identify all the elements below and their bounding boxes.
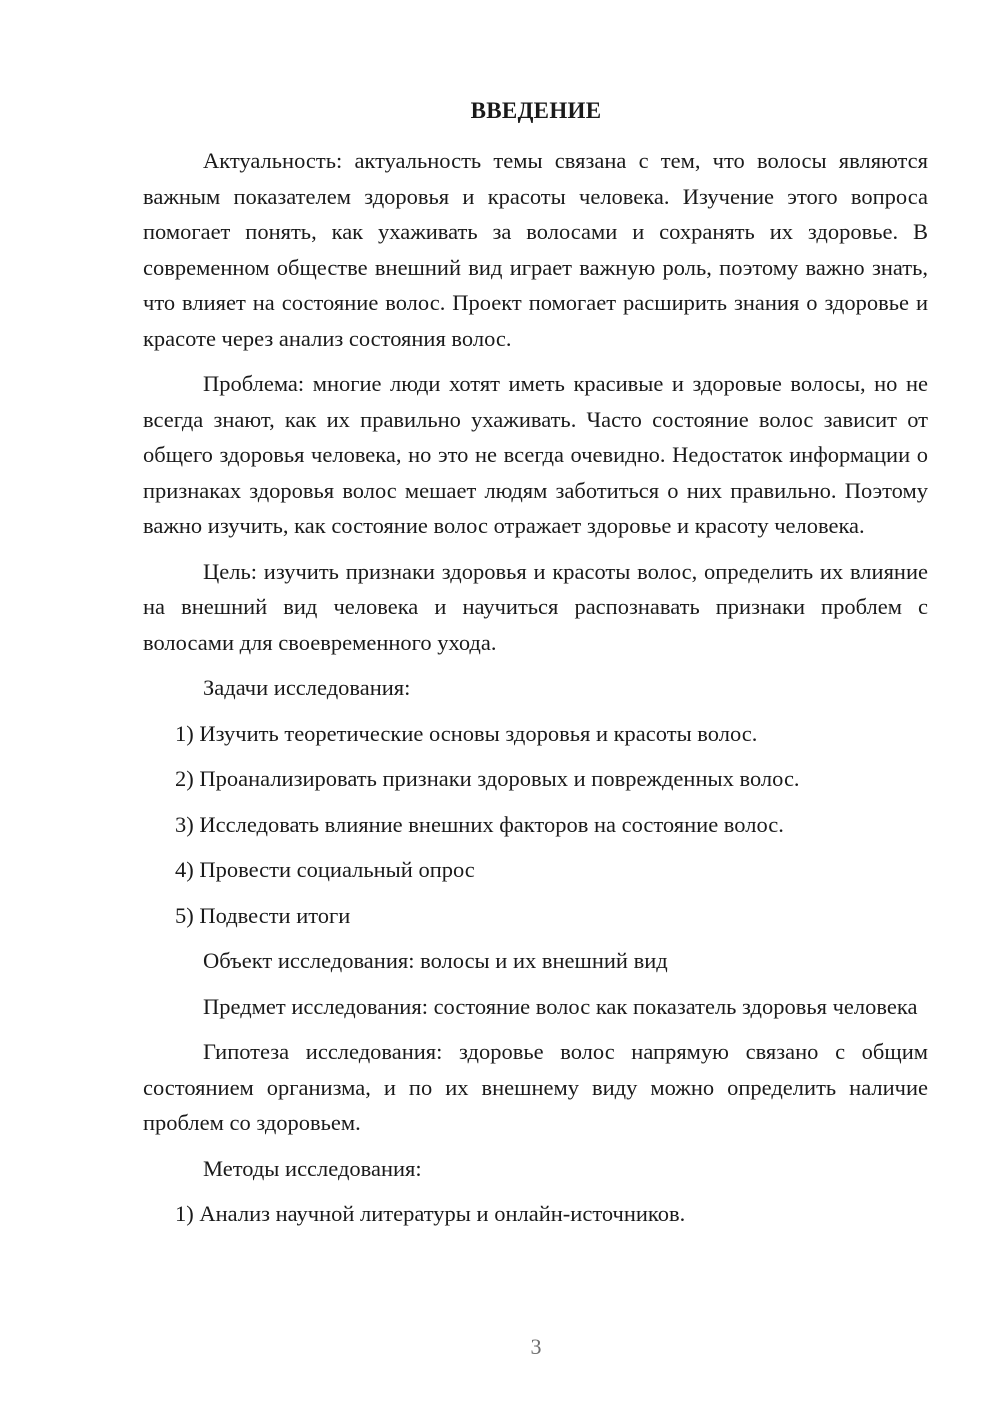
object-paragraph: Объект исследования: волосы и их внешний вид — [203, 948, 668, 973]
document-body — [143, 143, 928, 1242]
relevance-paragraph: Актуальность: актуальность темы связана с тем, что волосы являются важным показателем здоровья и красоты человека. Изучение этого вопроса помогает понять, как ухаживать за волосами и сохранять их здоровье. В современном обществе внешний вид играет важную роль, поэтому важно знать, что влияет на состояние волос. Проект помогает расширить знания о здоровье и красоте через анализ состояния волос. — [143, 148, 928, 351]
task-item: 1) Изучить теоретические основы здоровья и красоты волос. — [175, 720, 758, 746]
page-title: ВВЕДЕНИЕ — [470, 98, 602, 123]
problem-paragraph: Проблема: многие люди хотят иметь красивые и здоровые волосы, но не всегда знают, как их правильно ухаживать. Часто состояние волос зависит от общего здоровья человека, но это не всегда очевидно. Недостаток информации о признаках здоровья волос мешает людям заботиться о них правильно. Поэтому важно изучить, как состояние волос отражает здоровье и красоту человека. — [143, 371, 928, 538]
page-number: 3 — [530, 1334, 542, 1359]
task-item: 3) Исследовать влияние внешних факторов на состояние волос. — [175, 811, 784, 837]
hypothesis-paragraph: Гипотеза исследования: здоровье волос напрямую связано с общим состоянием организма, и по их внешнему виду можно определить наличие проблем со здоровьем. — [143, 1039, 928, 1135]
subject-paragraph: Предмет исследования: состояние волос как показатель здоровья человека — [203, 993, 918, 1019]
method-item: 1) Анализ научной литературы и онлайн-источников. — [175, 1201, 686, 1226]
tasks-heading: Задачи исследования: — [203, 675, 411, 700]
task-item: 4) Провести социальный опрос — [175, 857, 475, 882]
methods-heading: Методы исследования: — [203, 1155, 422, 1181]
task-item: 2) Проанализировать признаки здоровых и поврежденных волос. — [175, 766, 800, 791]
goal-paragraph: Цель: изучить признаки здоровья и красоты волос, определить их влияние на внешний вид человека и научиться распознавать признаки проблем с волосами для своевременного ухода. — [143, 558, 928, 655]
task-item: 5) Подвести итоги — [175, 902, 351, 928]
